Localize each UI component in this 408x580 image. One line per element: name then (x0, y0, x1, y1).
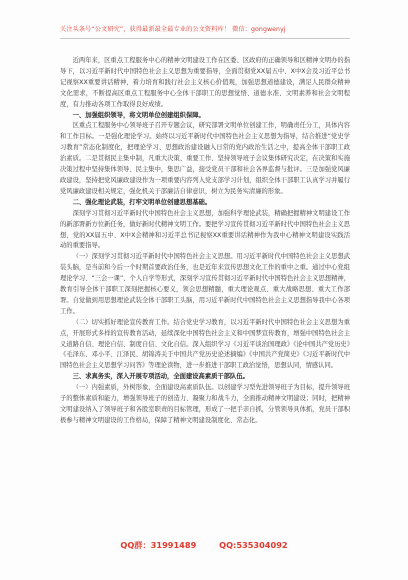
body-paragraph: （二）切实抓好理论宣传教育工作。结合党史学习教育，以习近平新时代中国特色社会主义思想为重点，开展形式多样的宣传教育活动，延续深化中国特色社会主义和中国梦宣传教育，增强中国特色社会主义道路自信、理论自信、制度自信、文化自信。深入组织学习《习近平谈治国理政》《论中国共产党历史》《毛泽东、邓小平、江泽民、胡锦涛关于中国共产党历史论述摘编》《中国共产党简史》《习近平新时代中国特色社会主义思想学习问答》等理论读物，进一步推进干部职工政治觉悟，思想认同，情感认同。 (60, 318, 350, 370)
body-paragraph: 区重点工程服务中心领导班子召开专题会议，研究部署文明单位创建工作，明确责任分工，具体内容和工作目标。一是强化理论学习。始终以习近平新时代中国特色社会主义思想为指导，结合推进“党史学习教育”常态化制度化，把理论学习、思想政治建设融入日常的党内政治生活之中，提高全体干部职工政治素质。二是贯彻民主集中制，凡重大决策、重要工作、坚持领导班子会议集体研究决定，在决策和实施决策过程中坚持集体领导、民主集中，集思广益，接受党员干部和社会各界监督与批评。三是加强党风廉政建设，坚持把党风廉政建设作为一项重要内容列入党支部学习计划，组织全体干部职工认真学习并履行党风廉政建设相关规定，强化机关干部廉洁自律意识，树立为民务实清廉的形象。 (60, 122, 350, 195)
section-heading: 三、求真务实，深入开展专项活动，全面建设高素质干部队伍。 (72, 373, 249, 381)
footer (0, 540, 408, 551)
header-banner: 关注头条号“公文研究”，获得最新最全最专业的公文资料库！ 微信：gongwenyj (60, 26, 286, 33)
body-paragraph: 深刻学习贯彻习近平新时代中国特色社会主义思想，加强科学理论武装，精确把握精神文明建设工作的新部署新方位新任务，做好新时代精神文明工作。要把学习宣传贯彻习近平新时代中国特色社会主义思想，党的XX届五中、X中X会精神和习近平总书记视察XX重要讲话精神作为我中心精神文明建设实践活动的重要指导。 (60, 209, 350, 250)
section-heading: 二、强化理论武装，打牢文明单位创建思想基础。 (72, 198, 212, 206)
document-body (60, 56, 350, 427)
footer-qq-group: QQ群：31991489 (120, 540, 197, 550)
footer-qq: QQ:535304092 (219, 540, 288, 550)
section-heading: 一、加强组织领导，将文明单位创建组织保障。 (72, 111, 205, 119)
body-paragraph: （一）深刻学习贯彻习近平新时代中国特色社会主义思想。用习近平新时代中国特色社会主义思想武装头脑，是当前和今后一个时期首要政治任务，也是近年来宣传思想文化工作的重中之重。通过中心党组理论学习、“三会一课”、个人自学等形式，深刻学习宣传贯彻习近平新时代中国特色社会主义思想精神，教育引导全体干部职工深刻把握核心要义，领会思想精髓，重大理论观点、重大战略思想、重大工作部署。自觉做到用思想理论武装全体干部职工头脑，用习近平新时代中国特色社会主义思想指导我中心各项工作。 (60, 253, 350, 315)
body-paragraph: 近两年来，区重点工程服务中心的精神文明建设工作在区委、区政府的正确领导和区精神文明办的指导下，以习近平新时代中国特色社会主义思想为重要指导，全面贯彻党XX届五中、X中X会及习近平总书记视察XX重要讲话精神，着力培育和践行社会主义核心价值观，加强思想道德建设，满足人民群众精神文化需求，不断提高区重点工程服务中心全体干部职工的思想觉悟、道德水准、文明素养和社会文明程度，有力推动各项工作取得良好成绩。 (60, 57, 350, 108)
body-paragraph: （一）内强素质，外树形象，全面建设高素质队伍。以创建学习型先进领导班子为目标，提升领导班子的整体素质和能力，增强领导班子的创造力、凝聚力和战斗力，全面推动精神文明建设；同时，把精神文明建设纳入了领导班子和各股室职责的目标管理，形成了一把手亲自抓，分管领导具体抓，党员干部积极参与精神文明建设的工作格局，保障了精神文明建设制度化、常态化。 (60, 384, 350, 424)
header-divider (60, 38, 350, 39)
